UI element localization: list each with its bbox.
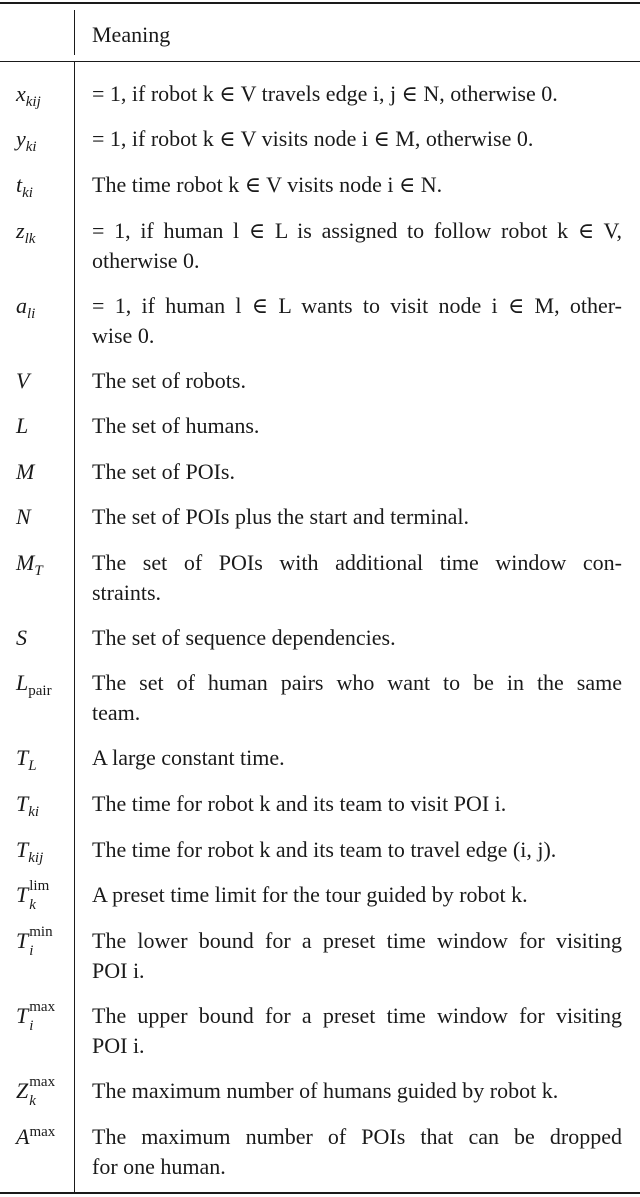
- meaning-cell: [92, 623, 622, 653]
- meaning-cell: [92, 1001, 622, 1061]
- table-bottom-rule: [0, 1192, 640, 1194]
- meaning-line: The set of robots.: [92, 368, 246, 393]
- meaning-line: straints.: [92, 580, 162, 605]
- meaning-cell: [92, 926, 622, 986]
- body-column-divider: [74, 62, 75, 1192]
- meaning-line: = 1, if human l ∈ L wants to visit node i ∈ M, other-: [92, 293, 622, 318]
- meaning-cell: [92, 1076, 622, 1106]
- symbol-cell: V: [16, 368, 30, 393]
- symbol-cell: $a_{li}$: [16, 293, 36, 322]
- meaning-line: The set of POIs plus the start and terminal.: [92, 504, 469, 529]
- symbol-cell: S: [16, 625, 27, 650]
- meaning-cell: [92, 835, 622, 865]
- meaning-line: A large constant time.: [92, 745, 285, 770]
- meaning-line: The upper bound for a preset time window for visiting: [92, 1003, 622, 1028]
- symbol-cell: $M_T$: [16, 550, 43, 579]
- meaning-cell: [92, 411, 622, 441]
- meaning-cell: [92, 291, 622, 351]
- meaning-line: The set of sequence dependencies.: [92, 625, 396, 650]
- meaning-line: = 1, if robot k ∈ V travels edge i, j ∈ N, otherwise 0.: [92, 81, 558, 106]
- symbol-cell: L: [16, 413, 29, 438]
- meaning-line: The set of humans.: [92, 413, 260, 438]
- meaning-cell: [92, 548, 622, 608]
- symbol-cell: T max i: [16, 998, 56, 1034]
- meaning-cell: [92, 880, 622, 910]
- symbol-cell: $z_{lk}$: [16, 218, 36, 247]
- meaning-line: POI i.: [92, 958, 145, 983]
- symbol-cell: $t_{ki}$: [16, 172, 33, 201]
- symbol-cell: $T_{kij}$: [16, 837, 44, 866]
- table-top-rule: [0, 2, 640, 4]
- meaning-line: A preset time limit for the tour guided by robot k.: [92, 882, 528, 907]
- meaning-cell: [92, 1122, 622, 1182]
- meaning-line: The set of POIs with additional time window con-: [92, 550, 622, 575]
- symbol-cell: $y_{ki}$: [16, 126, 37, 155]
- meaning-cell: [92, 457, 622, 487]
- meaning-cell: [92, 170, 622, 200]
- meaning-line: The lower bound for a preset time window for visiting: [92, 928, 622, 953]
- meaning-line: = 1, if human l ∈ L is assigned to follow robot k ∈ V,: [92, 218, 622, 243]
- meaning-cell: [92, 789, 622, 819]
- meaning-line: = 1, if robot k ∈ V visits node i ∈ M, otherwise 0.: [92, 126, 534, 151]
- symbol-cell: N: [16, 504, 31, 529]
- meaning-cell: [92, 216, 622, 276]
- meaning-line: The time for robot k and its team to visit POI i.: [92, 791, 507, 816]
- meaning-line: The time robot k ∈ V visits node i ∈ N.: [92, 172, 443, 197]
- meaning-line: team.: [92, 700, 141, 725]
- meaning-line: wise 0.: [92, 323, 155, 348]
- header-meaning: Meaning: [92, 22, 171, 47]
- meaning-cell: [92, 502, 622, 532]
- symbol-cell: T lim k: [16, 877, 50, 913]
- meaning-line: The time for robot k and its team to travel edge (i, j).: [92, 837, 557, 862]
- meaning-cell: [92, 366, 622, 396]
- table-header-rule: [0, 61, 640, 62]
- meaning-line: for one human.: [92, 1154, 226, 1179]
- meaning-cell: [92, 743, 622, 773]
- symbol-cell: Z max k: [16, 1073, 56, 1109]
- meaning-line: The set of POIs.: [92, 459, 235, 484]
- symbol-cell: $T_L$: [16, 745, 37, 774]
- meaning-cell: [92, 79, 622, 109]
- meaning-cell: [92, 124, 622, 154]
- meaning-line: The maximum number of humans guided by robot k.: [92, 1078, 559, 1103]
- meaning-cell: [92, 668, 622, 728]
- symbol-cell: $T_{ki}$: [16, 791, 40, 820]
- symbol-cell: $L_{pair}$: [16, 670, 52, 699]
- meaning-line: POI i.: [92, 1033, 145, 1058]
- header-column-divider: [74, 10, 75, 55]
- meaning-line: The set of human pairs who want to be in the same: [92, 670, 622, 695]
- symbol-cell: T min i: [16, 923, 53, 959]
- symbol-cell: $A^{max}$: [16, 1124, 56, 1149]
- symbol-cell: M: [16, 459, 35, 484]
- symbol-cell: $x_{kij}$: [16, 81, 41, 110]
- meaning-line: otherwise 0.: [92, 248, 200, 273]
- meaning-line: The maximum number of POIs that can be dropped: [92, 1124, 622, 1149]
